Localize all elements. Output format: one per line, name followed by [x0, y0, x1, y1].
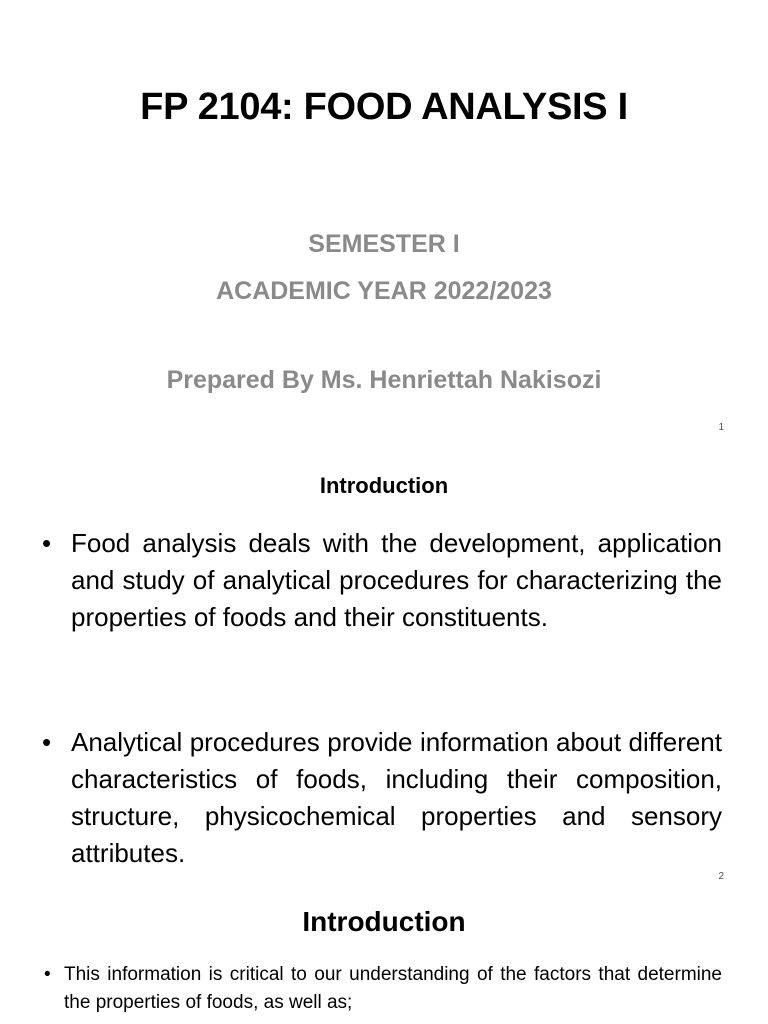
list-item: [0, 525, 768, 636]
bullet-icon: •: [42, 528, 52, 558]
bullet-icon: •: [42, 727, 52, 757]
slide-1: [0, 0, 768, 440]
slide-2: [0, 440, 768, 892]
slide-heading: Introduction: [319, 473, 449, 498]
slide-3: [0, 892, 768, 1024]
bullet-text: Food analysis deals with the development, application and study of analytical procedures for characterizing the properties of foods and their constituents.: [71, 528, 722, 632]
slide-heading: Introduction: [302, 906, 466, 937]
list-item: [0, 724, 768, 872]
course-title: FP 2104: FOOD ANALYSIS I: [140, 86, 628, 128]
bullet-text: Analytical procedures provide information about different characteristics of foods, including their composition, structure, physicochemical properties and sensory attributes.: [71, 727, 722, 868]
list-item: [0, 961, 768, 1017]
page-number: 2: [718, 871, 724, 882]
page-number: 1: [718, 422, 724, 433]
academic-year-label: ACADEMIC YEAR 2022/2023: [216, 277, 552, 305]
prepared-by-label: Prepared By Ms. Henriettah Nakisozi: [166, 366, 602, 394]
bullet-icon: •: [44, 964, 51, 985]
semester-label: SEMESTER I: [308, 230, 460, 258]
bullet-text: This information is critical to our understanding of the factors that determine the properties of foods, as well as;: [64, 964, 722, 1013]
